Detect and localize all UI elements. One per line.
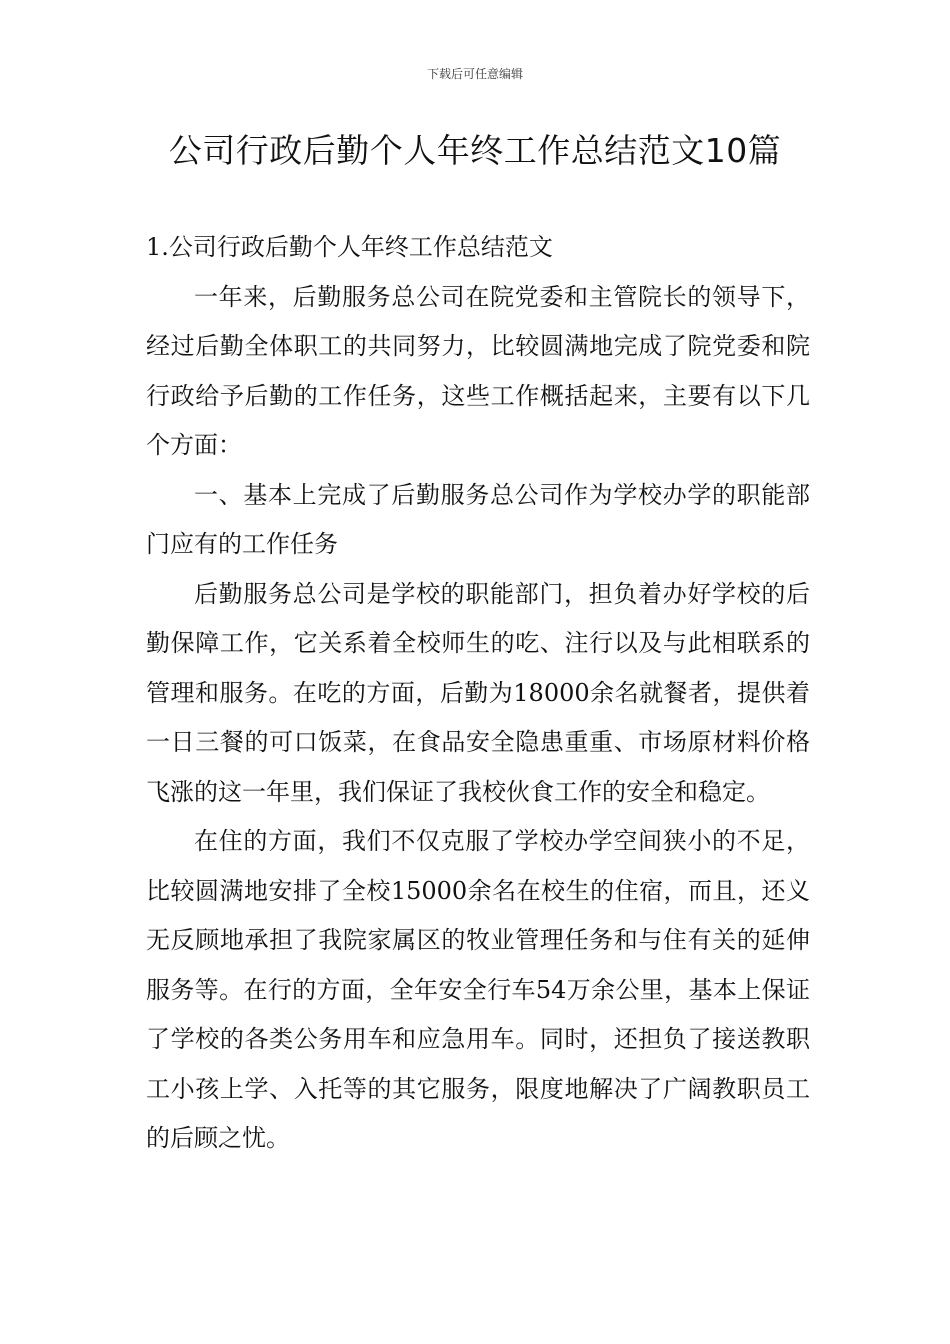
section-heading: 1.公司行政后勤个人年终工作总结范文 — [146, 233, 553, 261]
header-note: 下载后可任意编辑 — [426, 67, 523, 81]
paragraph-housing-transport: 在住的方面，我们不仅克服了学校办学空间狭小的不足，比较圆满地安排了全校15000余名在校生的住宿，而且，还义无反顾地承担了我院家属区的牧业管理任务和与住有关的延伸服务等。在行的方面，全年安全行车54万余公里，基本上保证了学校的各类公务用车和应急用车。同时，还担负了接送教职工小孩上学、入托等的其它服务，限度地解决了广阔教职员工的后顾之忧。 — [146, 827, 810, 1152]
paragraph-food: 后勤服务总公司是学校的职能部门，担负着办好学校的后勤保障工作，它关系着全校师生的吃、注行以及与此相联系的管理和服务。在吃的方面，后勤为18000余名就餐者，提供着一日三餐的可口饭菜，在食品安全隐患重重、市场原材料价格飞涨的这一年里，我们保证了我校伙食工作的安全和稳定。 — [146, 579, 810, 806]
document-body — [146, 223, 810, 1164]
paragraph-intro: 一年来，后勤服务总公司在院党委和主管院长的领导下，经过后勤全体职工的共同努力，比较圆满地完成了院党委和院行政给予后勤的工作任务，这些工作概括起来，主要有以下几个方面： — [146, 282, 810, 459]
document-title: 公司行政后勤个人年终工作总结范文10篇 — [168, 131, 782, 170]
paragraph-subheading: 一、基本上完成了后勤服务总公司作为学校办学的职能部门应有的工作任务 — [146, 480, 810, 558]
